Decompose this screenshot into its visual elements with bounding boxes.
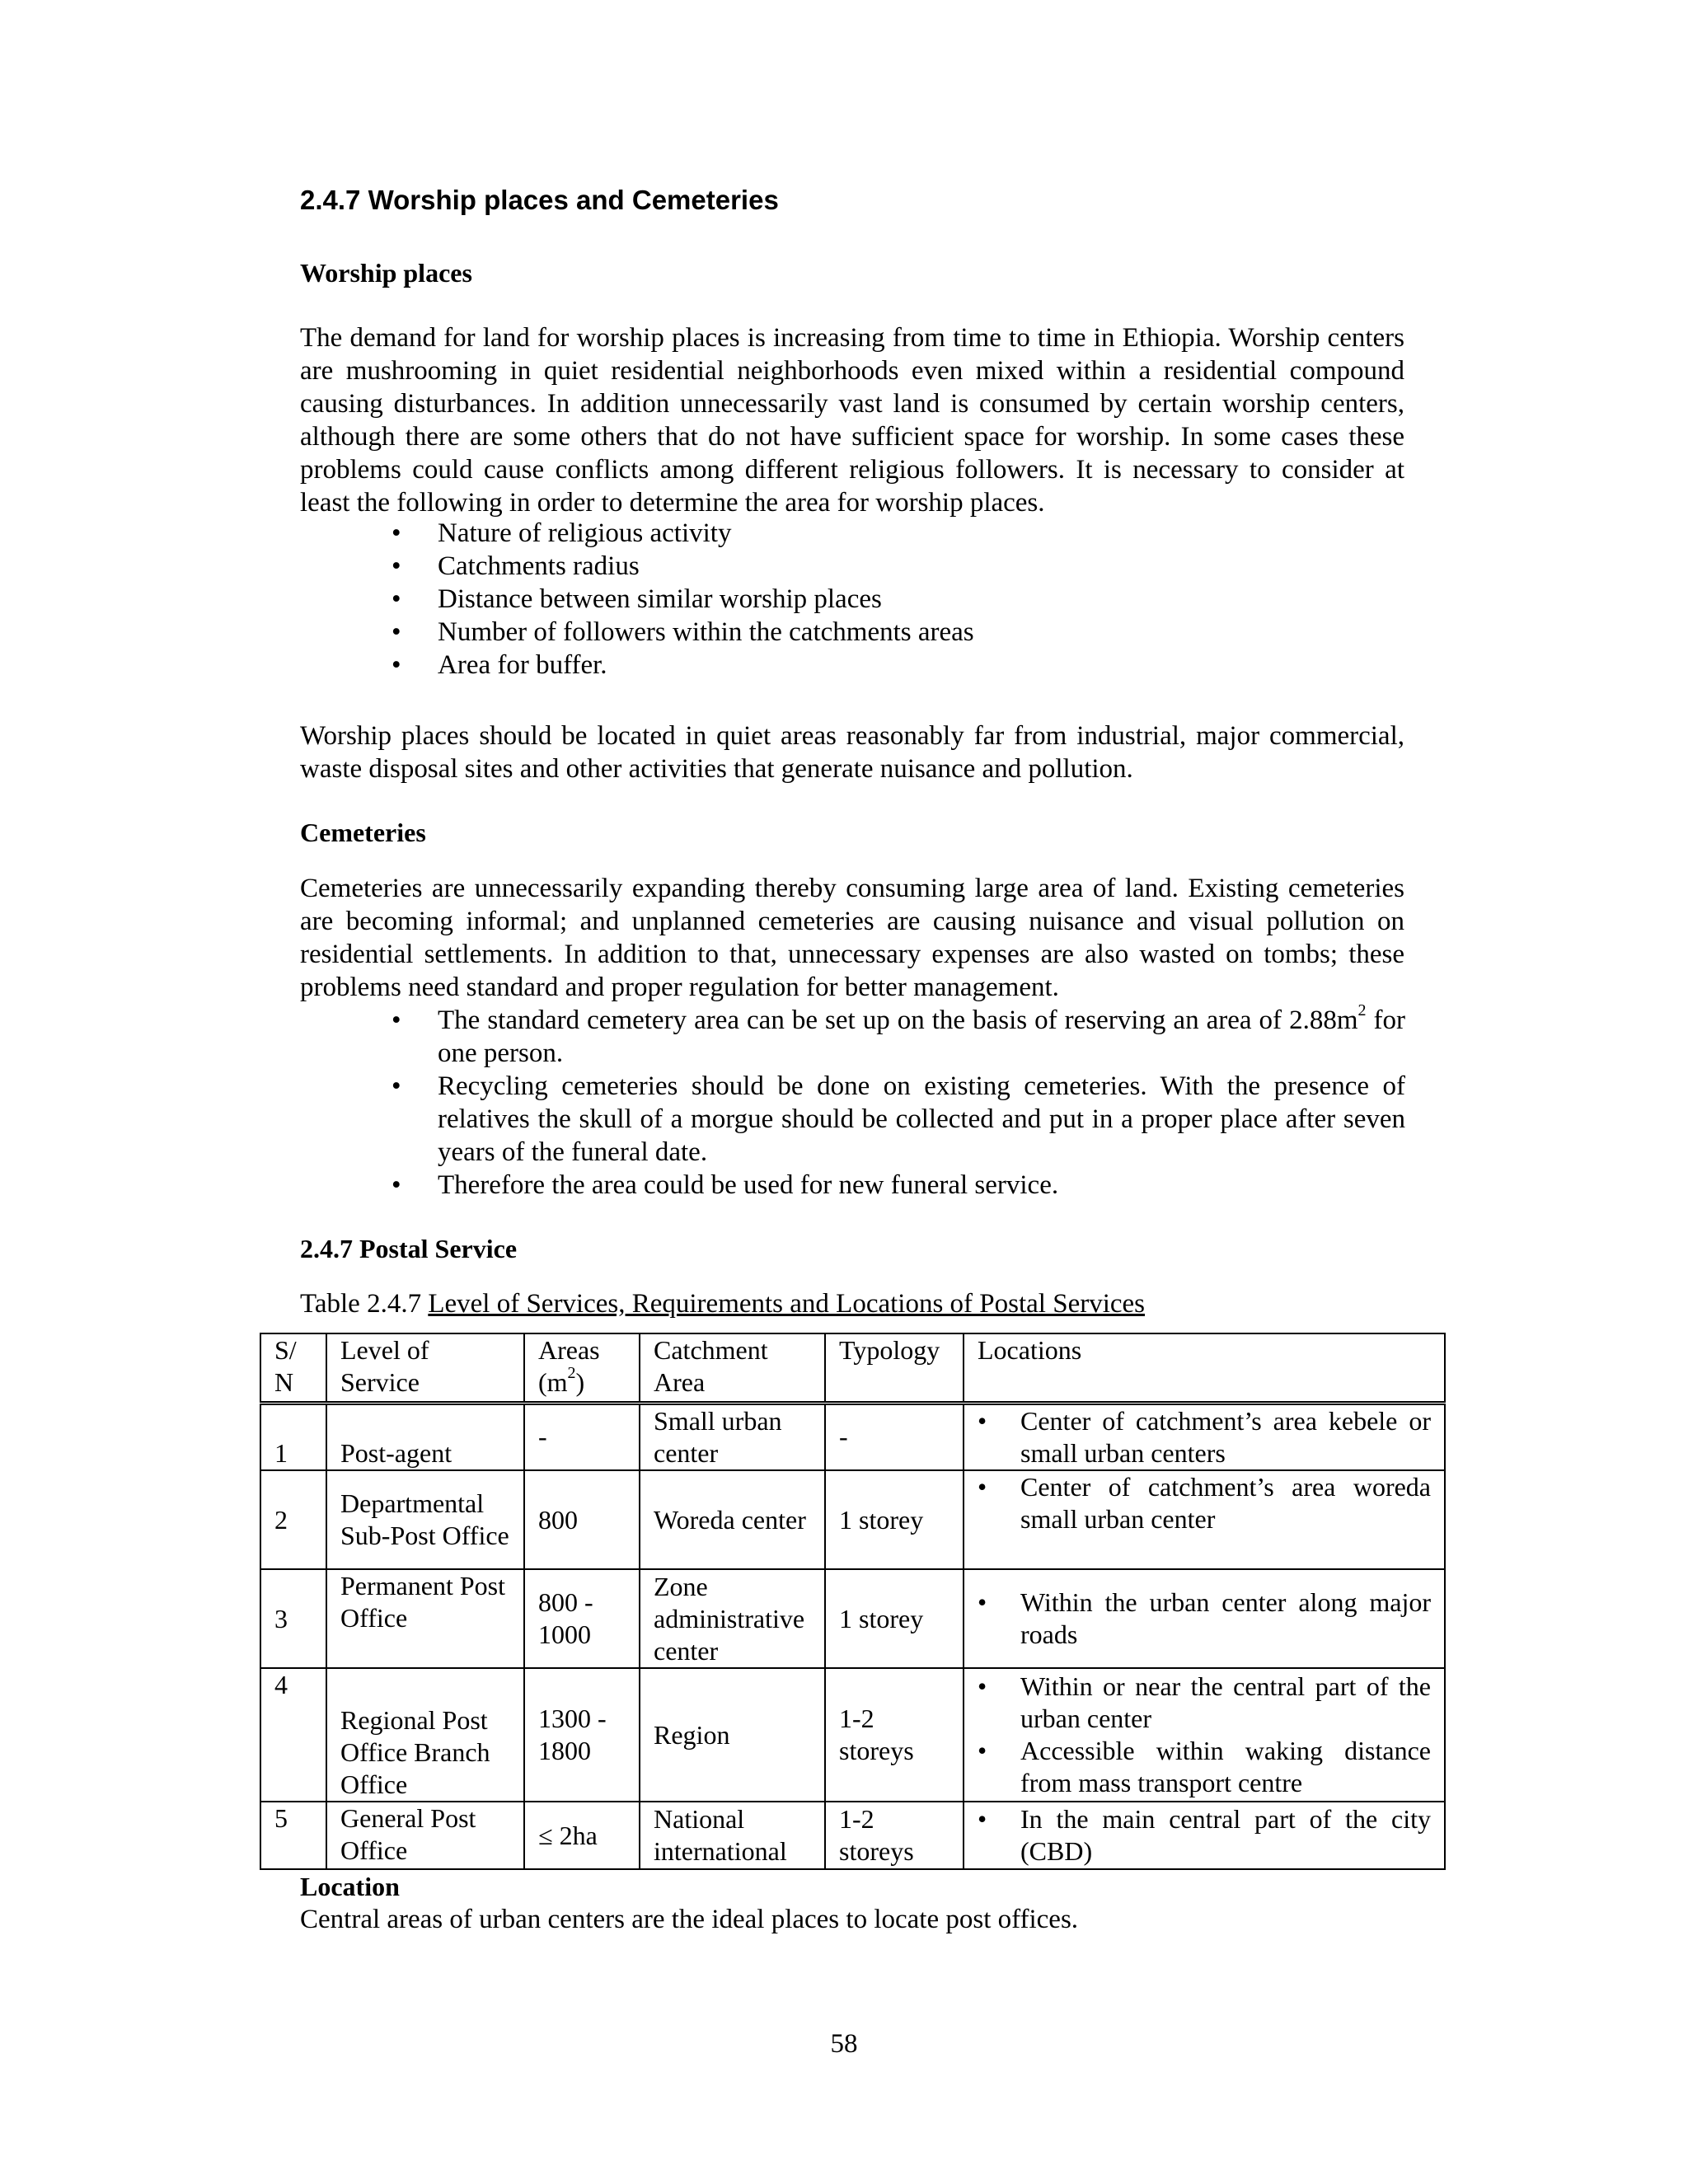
cell-locations — [964, 1403, 1445, 1470]
cell-level: Post-agent — [326, 1403, 524, 1470]
header-sn: S/ N — [260, 1333, 326, 1403]
cell-area: 800 — [524, 1470, 640, 1569]
header-locations: Locations — [964, 1333, 1445, 1403]
cell-typology: 1 storey — [825, 1470, 964, 1569]
location-subheading: Location — [300, 1872, 400, 1901]
cell-locations — [964, 1569, 1445, 1668]
list-item: • Center of catchment’s area woreda small urban center — [978, 1471, 1431, 1535]
page-number: 58 — [830, 2029, 858, 2059]
list-item: • In the main central part of the city (CBD) — [978, 1803, 1431, 1868]
table-caption-title: Level of Services, Requirements and Locations of Postal Services — [428, 1289, 1146, 1319]
cell-sn: 3 — [260, 1569, 326, 1668]
table-header-row — [260, 1333, 1445, 1403]
cemeteries-subheading: Cemeteries — [300, 818, 426, 847]
cell-sn: 1 — [260, 1403, 326, 1470]
section-heading: 2.4.7 Worship places and Cemeteries — [300, 185, 779, 215]
postal-services-table — [260, 1333, 1446, 1870]
table-caption-number: Table 2.4.7 — [300, 1289, 429, 1319]
cemetery-bullet-1-text: The standard cemetery area can be set up on the basis of reserving an area of 2.88m — [438, 1005, 1358, 1035]
cell-area: 1300 - 1800 — [524, 1668, 640, 1802]
worship-paragraph-1: The demand for land for worship places is increasing from time to time in Ethiopia. Worship centers are mushrooming in quiet residential neighborhoods even mixed within a residential compound causing disturbances. In addition unnecessarily vast land is consumed by certain worship centers, although there are some others that do not have sufficient space for worship. In some cases these problems could cause conflicts among different religious followers. It is necessary to consider at least the following in order to determine the area for worship places. — [300, 323, 1404, 518]
list-item: • Recycling cemeteries should be done on existing cemeteries. With the presence of relatives the skull of a morgue should be collected and put in a proper place after seven years of the funeral date. — [392, 1070, 1405, 1169]
list-item: • Accessible within waking distance from mass transport centre — [978, 1735, 1431, 1799]
list-item: • Catchments radius — [392, 550, 1405, 583]
cell-level: Regional Post Office Branch Office — [326, 1668, 524, 1802]
header-typology: Typology — [825, 1333, 964, 1403]
cemeteries-paragraph: Cemeteries are unnecessarily expanding thereby consuming large area of land. Existing cemeteries are becoming informal; and unplanned cemeteries are causing nuisance and visual pollution on residential settlements. In addition to that, unnecessary expenses are also wasted on tombs; these problems need standard and proper regulation for better management. — [300, 874, 1404, 1002]
list-item: • Within the urban center along major roads — [978, 1586, 1431, 1651]
cell-locations — [964, 1802, 1445, 1869]
header-areas-text: Areas (m — [538, 1335, 600, 1397]
list-item: • Nature of religious activity — [392, 517, 1405, 550]
superscript: 2 — [1357, 1001, 1367, 1019]
location-paragraph: Central areas of urban centers are the ideal places to locate post offices. — [300, 1905, 1079, 1934]
worship-criteria-list — [392, 517, 1405, 682]
cell-typology: 1-2 storeys — [825, 1668, 964, 1802]
worship-paragraph-2: Worship places should be located in quiet areas reasonably far from industrial, major commercial, waste disposal sites and other activities that generate nuisance and pollution. — [300, 721, 1404, 784]
list-item: • Within or near the central part of the urban center — [978, 1671, 1431, 1735]
cell-level: General Post Office — [326, 1802, 524, 1869]
worship-subheading: Worship places — [300, 258, 472, 288]
cell-sn: 2 — [260, 1470, 326, 1569]
header-catchment: Catchment Area — [640, 1333, 825, 1403]
table-row — [260, 1403, 1445, 1470]
list-item: • Number of followers within the catchments areas — [392, 616, 1405, 649]
table-row — [260, 1470, 1445, 1569]
list-item: • Distance between similar worship places — [392, 583, 1405, 616]
list-item: • Therefore the area could be used for new funeral service. — [392, 1169, 1405, 1202]
cell-sn: 5 — [260, 1802, 326, 1869]
list-item: • Center of catchment’s area kebele or small urban centers — [978, 1405, 1431, 1469]
cemeteries-list — [392, 1001, 1405, 1202]
cemetery-bullet-1-cont: for one person. — [438, 1005, 1405, 1068]
table-row — [260, 1569, 1445, 1668]
header-level: Level of Service — [326, 1333, 524, 1403]
cell-level: Permanent Post Office — [326, 1569, 524, 1668]
cell-typology: 1-2 storeys — [825, 1802, 964, 1869]
table-caption — [300, 1287, 1404, 1320]
cell-catchment: Woreda center — [640, 1470, 825, 1569]
cell-catchment: Zone administrative center — [640, 1569, 825, 1668]
header-areas — [524, 1333, 640, 1403]
cell-area: - — [524, 1403, 640, 1470]
cell-area: 800 - 1000 — [524, 1569, 640, 1668]
table-row — [260, 1802, 1445, 1869]
cell-typology: - — [825, 1403, 964, 1470]
cell-level: Departmental Sub-Post Office — [326, 1470, 524, 1569]
list-item: • Area for buffer. — [392, 649, 1405, 682]
header-areas-close: ) — [575, 1367, 585, 1397]
postal-subheading: 2.4.7 Postal Service — [300, 1234, 518, 1263]
cell-catchment: Region — [640, 1668, 825, 1802]
cell-sn: 4 — [260, 1668, 326, 1802]
table-row — [260, 1668, 1445, 1802]
cell-catchment: National international — [640, 1802, 825, 1869]
superscript: 2 — [567, 1364, 576, 1383]
cell-area: ≤ 2ha — [524, 1802, 640, 1869]
cell-locations — [964, 1668, 1445, 1802]
list-item — [392, 1001, 1405, 1070]
cell-catchment: Small urban center — [640, 1403, 825, 1470]
cell-locations — [964, 1470, 1445, 1569]
cell-typology: 1 storey — [825, 1569, 964, 1668]
